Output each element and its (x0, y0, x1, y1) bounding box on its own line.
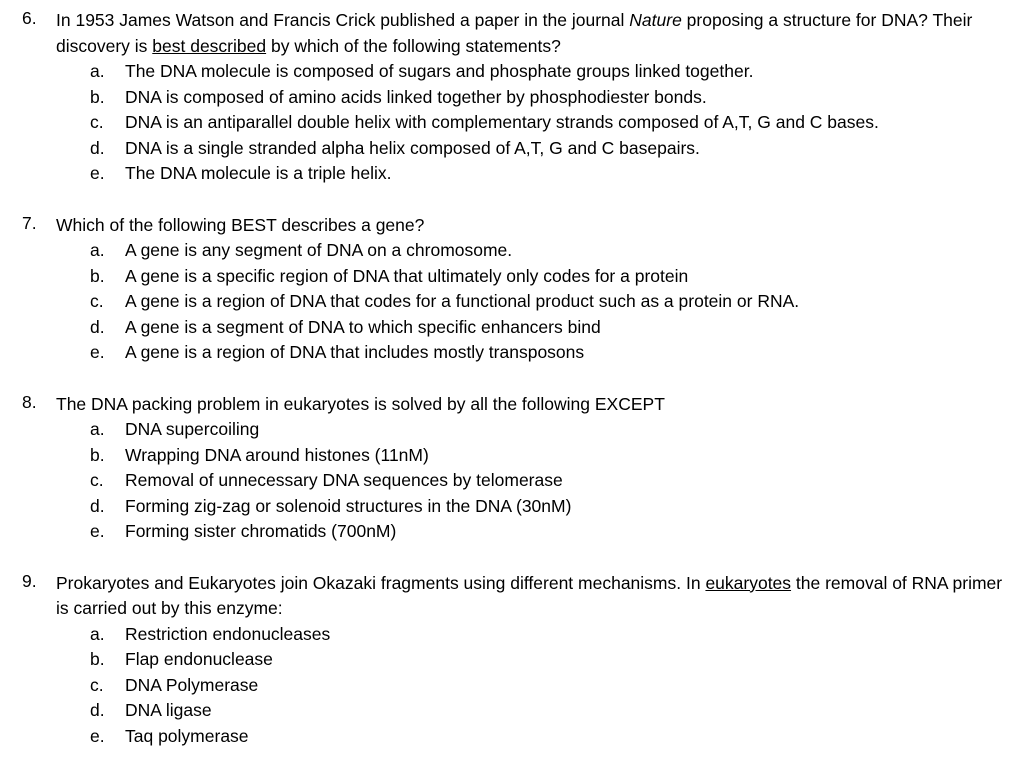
question-stem: The DNA packing problem in eukaryotes is solved by all the following EXCEPT (56, 393, 665, 414)
journal-name: Nature (629, 10, 682, 30)
answer-option-c: c. A gene is a region of DNA that codes for a functional product such as a protein or RNA. (90, 291, 800, 311)
answer-option-a: a. The DNA molecule is composed of sugars and phosphate groups linked together. (90, 61, 754, 81)
underlined-phrase: eukaryotes (705, 572, 792, 593)
question-8 (0, 392, 1024, 545)
answer-option-d: d. A gene is a segment of DNA to which specific enhancers bind (90, 316, 601, 337)
answer-option-a: a. DNA supercoiling (90, 419, 260, 439)
question-number: 8. (22, 391, 37, 412)
answer-option-e: e. A gene is a region of DNA that includes mostly transposons (90, 342, 585, 362)
answer-option-d: d. DNA is a single stranded alpha helix composed of A,T, G and C basepairs. (90, 137, 700, 158)
answer-option-a: a. A gene is any segment of DNA on a chromosome. (90, 240, 513, 260)
answer-option-d: d. DNA ligase (90, 700, 212, 720)
answer-option-c: c. Removal of unnecessary DNA sequences by telomerase (90, 470, 563, 490)
answer-option-a: a. Restriction endonucleases (90, 623, 331, 644)
answer-options (56, 59, 1024, 187)
question-number: 9. (22, 570, 37, 591)
answer-options (56, 417, 1024, 545)
question-stem: In 1953 James Watson and Francis Crick published a paper in the journal Nature proposing a structure for DNA? Their discovery is best described by which of the following statements? (56, 10, 973, 56)
question-number: 7. (22, 212, 37, 233)
question-9 (0, 571, 1024, 750)
answer-option-b: b. Flap endonuclease (90, 649, 273, 669)
question-stem: Which of the following BEST describes a gene? (56, 214, 425, 235)
answer-option-e: e. Forming sister chromatids (700nM) (90, 521, 397, 541)
answer-option-c: c. DNA is an antiparallel double helix with complementary strands composed of A,T, G and C bases. (90, 112, 879, 132)
answer-option-e: e. Taq polymerase (90, 725, 249, 746)
answer-options (56, 238, 1024, 366)
question-7 (0, 213, 1024, 366)
question-stem: Prokaryotes and Eukaryotes join Okazaki fragments using different mechanisms. In eukaryotes the removal of RNA primer is carried out by this enzyme: (56, 572, 1003, 618)
question-number: 6. (22, 8, 37, 28)
answer-option-b: b. A gene is a specific region of DNA that ultimately only codes for a protein (90, 265, 689, 286)
question-6 (0, 8, 1024, 187)
answer-option-d: d. Forming zig-zag or solenoid structures in the DNA (30nM) (90, 495, 572, 516)
underlined-phrase: best described (152, 35, 267, 56)
answer-options (56, 622, 1024, 750)
answer-option-b: b. DNA is composed of amino acids linked together by phosphodiester bonds. (90, 86, 707, 107)
answer-option-e: e. The DNA molecule is a triple helix. (90, 163, 392, 183)
answer-option-b: b. Wrapping DNA around histones (11nM) (90, 444, 429, 465)
answer-option-c: c. DNA Polymerase (90, 674, 259, 695)
